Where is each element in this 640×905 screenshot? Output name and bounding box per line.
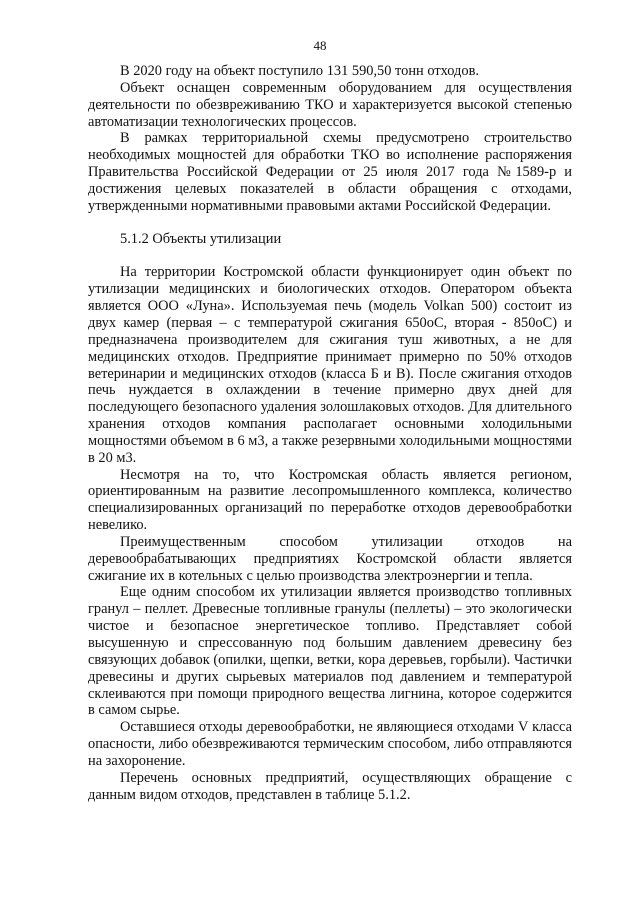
paragraph: Перечень основных предприятий, осуществляющих обращение с данным видом отходов, представлен в таблице 5.1.2. bbox=[88, 769, 572, 803]
section-heading: 5.1.2 Объекты утилизации bbox=[120, 230, 282, 247]
paragraph: Оставшиеся отходы деревообработки, не являющиеся отходами V класса опасности, либо обезвреживаются термическим способом, либо отправляются на захоронение. bbox=[88, 719, 572, 769]
paragraph: В 2020 году на объект поступило 131 590,50 тонн отходов. bbox=[120, 63, 479, 79]
paragraph: Преимущественным способом утилизации отходов на деревообрабатывающих предприятиях Костромской области является сжигание их в котельных с целью производства электроэнергии и тепла. bbox=[88, 533, 572, 584]
paragraph: На территории Костромской области функционирует один объект по утилизации медицинских и биологических отходов. Оператором объекта является ООО «Луна». Используемая печь (модель Volkan 500) состоит из двух камер (первая – с температурой сжигания 650оС, вторая - 850оС) и предназначена производителем для сжигания туш животных, а не для медицинских отходов. Предприятие принимает примерно по 50% отходов ветеринарии и медицинских отходов (класса Б и В). После сжигания отходов печь нуждается в охлаждении в течение примерно двух дней для последующего безопасного удаления золошлаковых отходов. Для длительного хранения отходов компания располагает основными холодильными мощностями объемом в 6 м3, а также резервными холодильными мощностями в 20 м3. bbox=[88, 264, 572, 466]
paragraph: Несмотря на то, что Костромская область является регионом, ориентированным на развитие лесопромышленного комплекса, количество специализированных организаций по переработке отходов деревообработки невелико. bbox=[88, 466, 572, 534]
paragraph: В рамках территориальной схемы предусмотрено строительство необходимых мощностей для обработки ТКО во исполнение распоряжения Правительства Российской Федерации от 25 июля 2017 года №1589-р и достижения целевых показателей в области обращения с отходами, утвержденными нормативными правовыми актами Российской Федерации. bbox=[88, 130, 572, 214]
paragraph: Объект оснащен современным оборудованием для осуществления деятельности по обезвреживанию ТКО и характеризуется высокой степенью автоматизации технологических процессов. bbox=[88, 79, 572, 130]
page-body bbox=[88, 63, 572, 803]
page-number: 48 bbox=[313, 38, 327, 53]
paragraph: Еще одним способом их утилизации является производство топливных гранул – пеллет. Древесные топливные гранулы (пеллеты) – это экологически чистое и безопасное энергетическое топливо. Представляет собой высушенную и спрессованную под большим давлением древесину без связующих добавок (опилки, щепки, ветки, кора деревьев, горбыли). Частички древесины и других сырьевых материалов под давлением и температурой склеиваются при помощи природного вещества лигнина, которое содержится в самом сырье. bbox=[88, 584, 572, 719]
